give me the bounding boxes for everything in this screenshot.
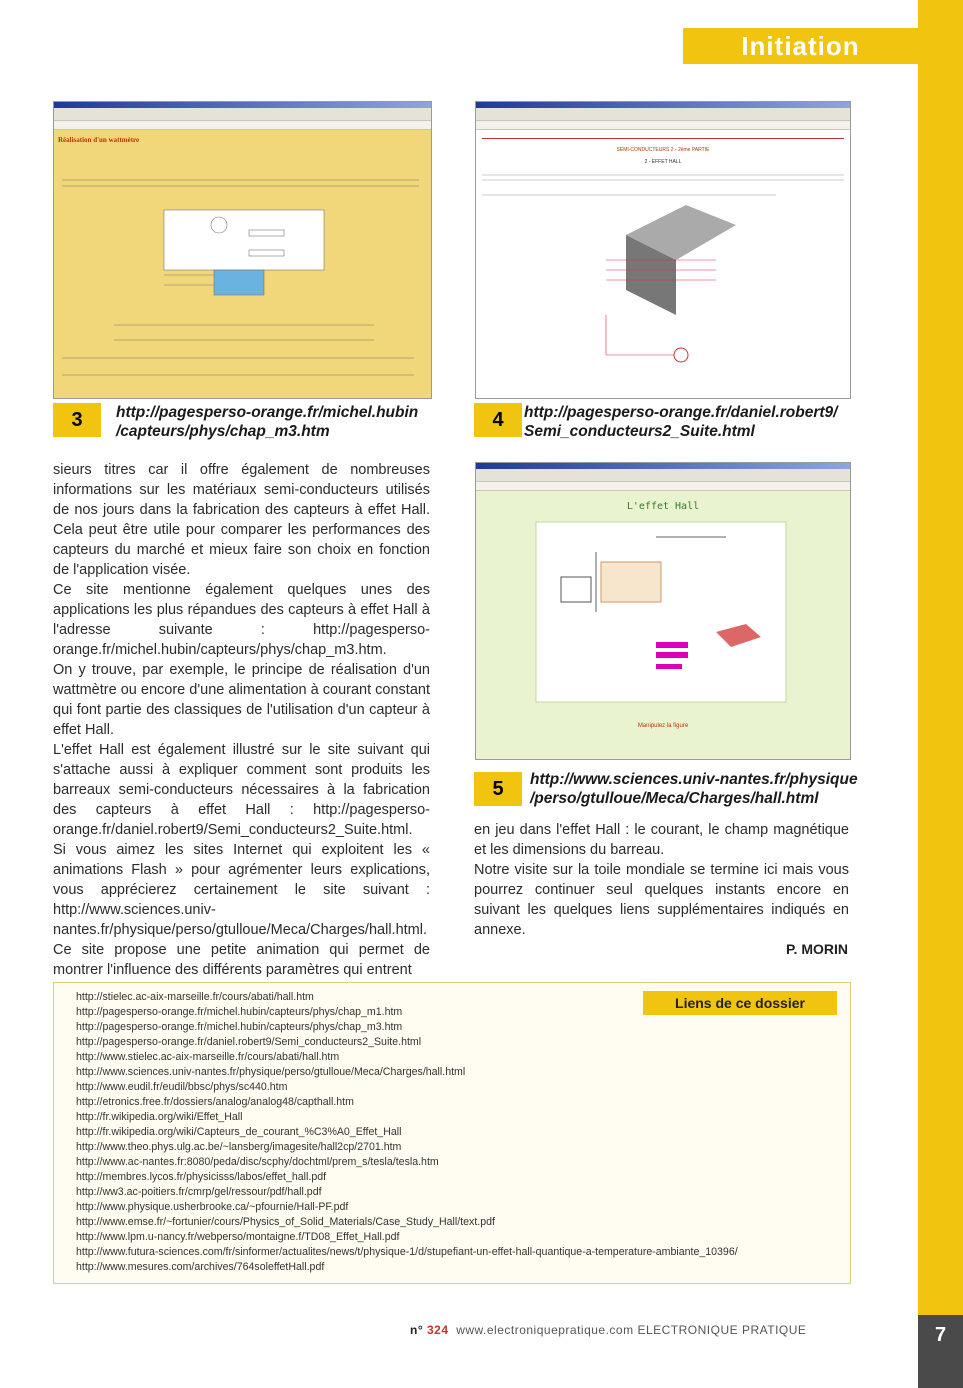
link-item[interactable]: http://www.ac-nantes.fr:8080/peda/disc/scphy/dochtml/prem_s/tesla/tesla.htm — [76, 1156, 439, 1168]
page-footer — [410, 1323, 806, 1337]
figure-3-badge: 3 — [53, 403, 101, 437]
issue-number: 324 — [426, 1323, 449, 1337]
link-item[interactable]: http://pagesperso-orange.fr/michel.hubin/capteurs/phys/chap_m1.htm — [76, 1006, 403, 1018]
paragraph: L'effet Hall est également illustré sur le site suivant qui s'attache aussi à expliquer comment sont produits les barreaux semi-conducteurs nécessaires à la fabrication des capteurs à effet Hall : http://pagesperso-orange.fr/daniel.robert9/Semi_conducteurs2_Suite.html. — [53, 742, 430, 838]
link-item[interactable]: http://membres.lycos.fr/physicisss/labos/effet_hall.pdf — [76, 1171, 327, 1183]
figure-3-screenshot — [53, 101, 432, 399]
link-item[interactable]: http://fr.wikipedia.org/wiki/Effet_Hall — [76, 1111, 243, 1123]
link-item[interactable]: http://pagesperso-orange.fr/michel.hubin/capteurs/phys/chap_m3.htm — [76, 1021, 403, 1033]
figure-4-screenshot — [475, 101, 851, 399]
paragraph: Notre visite sur la toile mondiale se termine ici mais vous pourrez continuer seul quelques instants encore en suivant les quelques liens supplémentaires indiqués en annexe. — [474, 862, 849, 938]
link-item[interactable]: http://ww3.ac-poitiers.fr/cmrp/gel/ressour/pdf/hall.pdf — [76, 1186, 322, 1198]
footer-website: www.electroniquepratique.com — [456, 1323, 634, 1337]
paragraph: sieurs titres car il offre également de nombreuses informations sur les matériaux semi-conducteurs utilisés de nos jours dans la fabrication des capteurs à effet Hall. Cela peut être utile pour comparer les performances des capteurs du marché et mieux faire son choix en fonction de l'application visée. — [53, 462, 430, 578]
figure-3-url: http://pagesperso-orange.fr/michel.hubin /capteurs/phys/chap_m3.htm — [116, 404, 419, 440]
paragraph: Ce site propose une petite animation qui permet de montrer l'influence des différents paramètres qui entrent — [53, 942, 430, 978]
link-item[interactable]: http://etronics.free.fr/dossiers/analog/analog48/capthall.htm — [76, 1096, 354, 1108]
figure-5-bottom-caption: Manipulez la figure — [637, 723, 689, 729]
hall-effect-diagram — [476, 165, 850, 395]
figure-4-url: http://pagesperso-orange.fr/daniel.robert9/ Semi_conducteurs2_Suite.html — [524, 404, 838, 440]
paragraph: Ce site mentionne également quelques unes des applications les plus répandues des capteurs à effet Hall à l'adresse suivante : http://pagesperso-orange.fr/michel.hubin/capteurs/phys/chap_m3.htm. — [53, 582, 430, 658]
figure-5-url: http://www.sciences.univ-nantes.fr/physique /perso/gtulloue/Meca/Charges/hall.html — [530, 771, 858, 807]
figure-5-heading: L'effet Hall — [626, 501, 700, 512]
links-box-title: Liens de ce dossier — [643, 991, 837, 1015]
link-item[interactable]: http://www.emse.fr/~fortunier/cours/Physics_of_Solid_Materials/Case_Study_Hall/text.pdf — [76, 1216, 495, 1228]
link-item[interactable]: http://stielec.ac-aix-marseille.fr/cours/abati/hall.htm — [76, 991, 314, 1003]
hall-animation-diagram — [476, 512, 850, 712]
article-right-column — [474, 820, 849, 940]
figure-4-subheading: 2 - EFFET HALL — [644, 159, 682, 165]
side-band — [918, 0, 963, 1388]
figure-4-badge: 4 — [474, 403, 522, 437]
link-item[interactable]: http://www.futura-sciences.com/fr/sinformer/actualites/news/t/physique-1/d/stupefiant-un-effet-hall-quantique-a-temperature-ambiante_10396/ — [76, 1246, 738, 1258]
paragraph: On y trouve, par exemple, le principe de réalisation d'un wattmètre ou encore d'une alimentation à courant constant qui font partie des classiques de l'utilisation d'un capteur à effet Hall. — [53, 662, 430, 738]
footer-magazine: ELECTRONIQUE PRATIQUE — [637, 1323, 807, 1337]
figure-3-heading: Réalisation d'un wattmètre — [58, 136, 140, 144]
wattmeter-diagram — [54, 150, 431, 399]
link-item[interactable]: http://fr.wikipedia.org/wiki/Capteurs_de_courant_%C3%A0_Effet_Hall — [76, 1126, 402, 1138]
link-item[interactable]: http://www.theo.phys.ulg.ac.be/~lansberg/imagesite/hall2cp/2701.htm — [76, 1141, 402, 1153]
links-box — [53, 982, 851, 1284]
section-tab: Initiation — [683, 28, 918, 64]
article-left-column — [53, 460, 430, 980]
figure-5-badge: 5 — [474, 772, 522, 806]
link-item[interactable]: http://www.physique.usherbrooke.ca/~pfournie/Hall-PF.pdf — [76, 1201, 349, 1213]
link-item[interactable]: http://www.sciences.univ-nantes.fr/physique/perso/gtulloue/Meca/Charges/hall.html — [76, 1066, 466, 1078]
figure-5-screenshot — [475, 462, 851, 760]
paragraph: en jeu dans l'effet Hall : le courant, le champ magnétique et les dimensions du barreau. — [474, 822, 849, 858]
author-signature: P. MORIN — [786, 941, 848, 957]
figure-4-heading: SEMI-CONDUCTEURS 2 - 2ème PARTIE — [616, 147, 710, 153]
page-number: 7 — [934, 1324, 947, 1346]
link-item[interactable]: http://www.mesures.com/archives/764soleffetHall.pdf — [76, 1261, 325, 1273]
links-list — [76, 990, 738, 1275]
link-item[interactable]: http://www.lpm.u-nancy.fr/webperso/montaigne.f/TD08_Effet_Hall.pdf — [76, 1231, 400, 1243]
paragraph: Si vous aimez les sites Internet qui exploitent les « animations Flash » pour agrémenter leurs explications, vous apprécierez certainement le site suivant : http://www.sciences.univ-nantes.fr/physique/perso/gtulloue/Meca/Charges/hall.html. — [53, 842, 430, 938]
issue-prefix: n° — [410, 1323, 424, 1337]
link-item[interactable]: http://www.eudil.fr/eudil/bbsc/phys/sc440.htm — [76, 1081, 288, 1093]
link-item[interactable]: http://pagesperso-orange.fr/daniel.robert9/Semi_conducteurs2_Suite.html — [76, 1036, 422, 1048]
link-item[interactable]: http://www.stielec.ac-aix-marseille.fr/cours/abati/hall.htm — [76, 1051, 340, 1063]
